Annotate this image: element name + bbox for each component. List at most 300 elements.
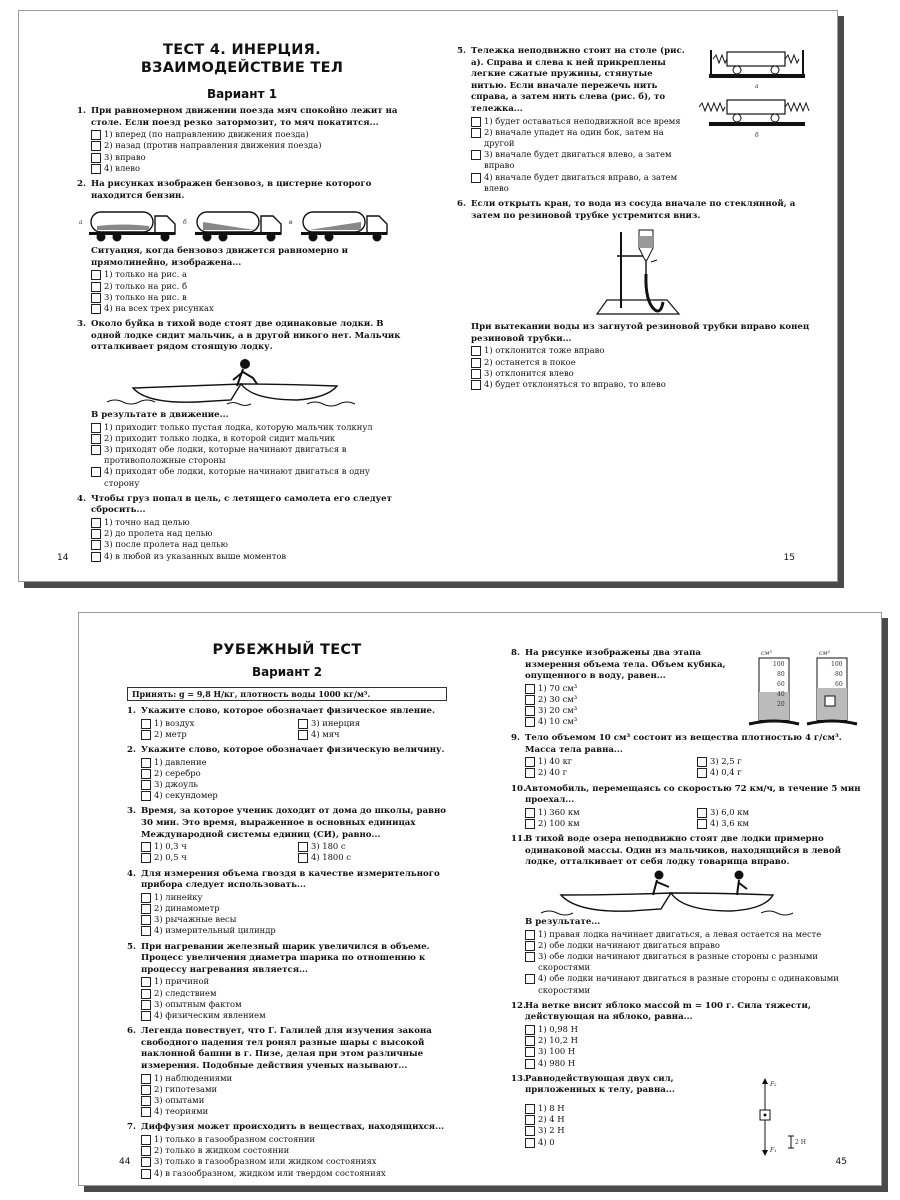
answer-option-text: 4) физическим явлением bbox=[154, 1009, 266, 1020]
answer-option[interactable] bbox=[525, 1125, 745, 1136]
answer-option[interactable] bbox=[525, 683, 741, 694]
answer-checkbox[interactable] bbox=[525, 808, 535, 818]
answer-option[interactable] bbox=[91, 140, 407, 151]
answer-checkbox[interactable] bbox=[525, 1126, 535, 1136]
answer-checkbox[interactable] bbox=[525, 930, 535, 940]
answer-checkbox[interactable] bbox=[91, 434, 101, 444]
answer-option-text: 2) динамометр bbox=[154, 902, 220, 913]
answer-checkbox[interactable] bbox=[141, 780, 151, 790]
answer-checkbox[interactable] bbox=[141, 1135, 151, 1145]
answer-option[interactable] bbox=[141, 1168, 447, 1179]
answer-option-text: 4) секундомер bbox=[154, 790, 218, 801]
answer-option[interactable] bbox=[91, 152, 407, 163]
answer-checkbox[interactable] bbox=[525, 952, 535, 962]
answer-checkbox[interactable] bbox=[91, 529, 101, 539]
answer-option[interactable] bbox=[525, 694, 741, 705]
question-text: Автомобиль, перемещаясь со скоростью 72 км/ч, в течение 5 мин проехал... bbox=[525, 783, 861, 806]
answer-option-text: 4) измерительный цилиндр bbox=[154, 925, 276, 936]
answer-option-text: 2) следствием bbox=[154, 987, 217, 998]
answer-checkbox[interactable] bbox=[141, 1085, 151, 1095]
question-number: 13. bbox=[511, 1073, 526, 1084]
answer-checkbox[interactable] bbox=[141, 791, 151, 801]
question-number: 8. bbox=[511, 648, 520, 658]
answer-option[interactable] bbox=[141, 1156, 447, 1167]
answer-option[interactable] bbox=[525, 951, 861, 973]
answer-checkbox[interactable] bbox=[525, 706, 535, 716]
question-number: 7. bbox=[127, 1122, 136, 1133]
measuring-cylinders-figure bbox=[741, 648, 861, 728]
answer-checkbox[interactable] bbox=[141, 1011, 151, 1021]
page-number: 44 bbox=[119, 1157, 131, 1167]
answer-checkbox[interactable] bbox=[91, 270, 101, 280]
page-number: 15 bbox=[783, 553, 795, 563]
answer-option[interactable] bbox=[141, 841, 290, 852]
answer-checkbox[interactable] bbox=[471, 358, 481, 368]
answer-checkbox[interactable] bbox=[298, 730, 308, 740]
answer-checkbox[interactable] bbox=[141, 1146, 151, 1156]
answer-option-text: 4) на всех трех рисунках bbox=[104, 302, 214, 313]
answer-checkbox[interactable] bbox=[525, 1115, 535, 1125]
answer-option[interactable] bbox=[525, 940, 861, 951]
question-4 bbox=[127, 869, 447, 937]
answer-option-text: 1) правая лодка начинает двигаться, а левая остается на месте bbox=[538, 928, 822, 939]
answer-option-text: 4) в любой из указанных выше моментов bbox=[104, 550, 287, 561]
answer-checkbox[interactable] bbox=[697, 757, 707, 767]
answer-checkbox[interactable] bbox=[91, 153, 101, 163]
question-text: Легенда повествует, что Г. Галилей для изучения закона свободного падения тел ронял разные шары с высокой наклонной башни в г. Пизе, делая при этом различные измерения. Подобные действия ученых называют... bbox=[141, 1026, 432, 1071]
answer-option[interactable] bbox=[471, 172, 691, 194]
page-number: 45 bbox=[835, 1157, 847, 1167]
answer-option[interactable] bbox=[525, 705, 741, 716]
question-number: 3. bbox=[77, 319, 86, 330]
answer-option-text: 2) 10,2 Н bbox=[538, 1035, 578, 1046]
answer-option[interactable] bbox=[141, 1010, 447, 1021]
answer-checkbox[interactable] bbox=[91, 540, 101, 550]
answer-option[interactable] bbox=[141, 1134, 447, 1145]
cylinder-before bbox=[749, 650, 799, 724]
answer-checkbox[interactable] bbox=[525, 1036, 535, 1046]
answer-option[interactable] bbox=[471, 149, 691, 171]
answer-option[interactable] bbox=[141, 790, 447, 801]
answer-option[interactable] bbox=[697, 818, 861, 829]
answer-checkbox[interactable] bbox=[91, 518, 101, 528]
answer-option[interactable] bbox=[141, 903, 447, 914]
question-text: При равномерном движении поезда мяч спокойно лежит на столе. Если поезд резко затормозит, то мяч покатится... bbox=[91, 106, 398, 128]
answer-option-text: 1) 40 кг bbox=[538, 756, 573, 767]
answer-option-text: 2) до пролета над целью bbox=[104, 528, 213, 539]
test-subtitle: ВЗАИМОДЕЙСТВИЕ ТЕЛ bbox=[140, 60, 344, 76]
question-subtext: Ситуация, когда бензовоз движется равномерно и прямолинейно, изображена... bbox=[91, 246, 349, 268]
answer-option-text: 2) приходит только лодка, в которой сидит мальчик bbox=[104, 432, 336, 443]
answer-checkbox[interactable] bbox=[91, 130, 101, 140]
question-text: В тихой воде озера неподвижно стоят две лодки примерно одинаковой массы. Один из мальчиков, находящийся в левой лодке, отталкивает от себя лодку товарища вправо. bbox=[525, 834, 841, 868]
answer-option[interactable] bbox=[141, 852, 290, 863]
boats-figure bbox=[77, 354, 397, 410]
answer-option-text: 4) мяч bbox=[311, 728, 340, 739]
answer-option-text: 4) теориями bbox=[154, 1106, 209, 1117]
question-number: 5. bbox=[457, 46, 466, 56]
answer-option[interactable] bbox=[141, 1145, 447, 1156]
answer-option[interactable] bbox=[91, 517, 407, 528]
question-text: При нагревании железный шарик увеличился в объеме. Процесс увеличения диаметра шарика по отношению к процессу нагревания является... bbox=[141, 941, 430, 975]
answer-checkbox[interactable] bbox=[697, 768, 707, 778]
answer-option-text: 1) только на рис. а bbox=[104, 269, 187, 280]
answer-checkbox[interactable] bbox=[471, 346, 481, 356]
answer-option-text: 2) вначале упадет на один бок, затем на другой bbox=[484, 126, 664, 148]
answer-option-text: 1) давление bbox=[154, 756, 207, 767]
answer-option[interactable] bbox=[141, 976, 447, 987]
question-5 bbox=[457, 46, 817, 194]
force-label-f2: F₂ bbox=[770, 1080, 777, 1088]
answer-option[interactable] bbox=[697, 807, 861, 818]
question-text: Тележка неподвижно стоит на столе (рис. а). Справа и слева к ней прикреплены легкие сжатые пружины, стянутые нитью. Если вначале пережечь нить справа, а затем нить слева (рис. б), то тележка... bbox=[471, 46, 685, 114]
answer-option[interactable] bbox=[91, 422, 407, 433]
question-text: На рисунке изображены два этапа измерения объема тела. Объем кубика, опущенного в воду, равен... bbox=[525, 648, 726, 682]
answer-checkbox[interactable] bbox=[91, 141, 101, 151]
answer-checkbox[interactable] bbox=[141, 977, 151, 987]
answer-checkbox[interactable] bbox=[525, 1138, 535, 1148]
question-text: Если открыть кран, то вода из сосуда вначале по стеклянной, а затем по резиновой трубке устремится вниз. bbox=[471, 198, 796, 221]
answer-option[interactable] bbox=[141, 729, 290, 740]
page-15 bbox=[429, 11, 837, 581]
answer-option[interactable] bbox=[525, 1035, 861, 1046]
question-2 bbox=[127, 745, 447, 801]
answer-checkbox[interactable] bbox=[141, 893, 151, 903]
answer-option[interactable] bbox=[91, 551, 407, 562]
svg-text:80: 80 bbox=[777, 671, 785, 678]
answer-checkbox[interactable] bbox=[525, 1059, 535, 1069]
answer-checkbox[interactable] bbox=[91, 445, 101, 455]
answer-option[interactable] bbox=[141, 718, 290, 729]
question-number: 4. bbox=[77, 493, 86, 504]
answer-option[interactable] bbox=[141, 779, 447, 790]
answer-option[interactable] bbox=[525, 716, 741, 727]
answer-option-text: 3) 2 Н bbox=[538, 1125, 565, 1136]
answer-option-text: 2) назад (против направления движения поезда) bbox=[104, 140, 322, 151]
svg-text:см³: см³ bbox=[761, 650, 772, 657]
answer-option[interactable] bbox=[525, 1046, 861, 1057]
question-subtext: При вытекании воды из загнутой резиновой трубки вправо конец резиновой трубки... bbox=[471, 322, 810, 344]
test-title: ТЕСТ 4. ИНЕРЦИЯ. bbox=[163, 42, 321, 58]
answer-option-text: 4) 3,6 км bbox=[710, 817, 749, 828]
answer-checkbox[interactable] bbox=[141, 1169, 151, 1179]
answer-option-text: 3) опытами bbox=[154, 1094, 205, 1105]
question-number: 3. bbox=[127, 806, 136, 817]
answer-option-text: 4) будет отклоняться то вправо, то влево bbox=[484, 378, 666, 389]
answer-option-text: 3) только на рис. в bbox=[104, 291, 187, 302]
answer-option[interactable] bbox=[141, 1073, 447, 1084]
question-9 bbox=[511, 733, 861, 779]
question-2 bbox=[77, 179, 407, 314]
answer-checkbox[interactable] bbox=[141, 719, 151, 729]
question-6 bbox=[457, 199, 817, 390]
answer-option-text: 3) 20 см³ bbox=[538, 705, 578, 716]
question-text: Время, за которое ученик доходит от дома до школы, равно 30 мин. Это время, выраженное в основных единицах Международной системы единиц (СИ), равно... bbox=[141, 806, 447, 840]
answer-checkbox[interactable] bbox=[141, 1107, 151, 1117]
answer-checkbox[interactable] bbox=[141, 1000, 151, 1010]
answer-option[interactable] bbox=[525, 973, 861, 995]
forces-figure bbox=[745, 1074, 815, 1158]
question-11 bbox=[511, 834, 861, 996]
answer-option-text: 1) точно над целью bbox=[104, 516, 190, 527]
svg-text:60: 60 bbox=[835, 681, 843, 688]
answer-option-text: 3) рычажные весы bbox=[154, 914, 237, 925]
answer-option[interactable] bbox=[91, 466, 407, 488]
answer-option[interactable] bbox=[91, 539, 407, 550]
answer-option[interactable] bbox=[525, 1058, 861, 1069]
answer-option[interactable] bbox=[525, 929, 861, 940]
answer-option[interactable] bbox=[91, 129, 407, 140]
answer-checkbox[interactable] bbox=[525, 1047, 535, 1057]
answer-option-text: 4) вначале будет двигаться вправо, а затем влево bbox=[484, 171, 678, 193]
answer-checkbox[interactable] bbox=[697, 819, 707, 829]
answer-option[interactable] bbox=[141, 1084, 447, 1095]
answer-option[interactable] bbox=[141, 1106, 447, 1117]
answer-option-text: 3) джоуль bbox=[154, 779, 198, 789]
answer-option-text: 1) линейку bbox=[154, 891, 203, 902]
figure-label-b: б bbox=[755, 132, 759, 139]
answer-option[interactable] bbox=[471, 127, 691, 149]
answer-option[interactable] bbox=[141, 892, 447, 903]
answer-option[interactable] bbox=[525, 807, 689, 818]
answer-option-text: 1) вперед (по направлению движения поезда) bbox=[104, 129, 309, 140]
answer-option[interactable] bbox=[525, 1137, 745, 1148]
answer-option-text: 3) 180 с bbox=[311, 841, 346, 852]
answer-checkbox[interactable] bbox=[91, 467, 101, 477]
svg-text:60: 60 bbox=[777, 681, 785, 688]
answer-checkbox[interactable] bbox=[471, 150, 481, 160]
answer-checkbox[interactable] bbox=[298, 719, 308, 729]
answer-option-text: 4) 0,4 г bbox=[710, 767, 742, 778]
answer-option-text: 2) только на рис. б bbox=[104, 280, 187, 291]
answer-option[interactable] bbox=[471, 345, 817, 356]
two-boats-figure bbox=[511, 869, 851, 917]
answer-option-text: 2) 40 г bbox=[538, 767, 567, 778]
answer-checkbox[interactable] bbox=[298, 842, 308, 852]
answer-option-text: 3) приходят обе лодки, которые начинают двигаться в противоположные стороны bbox=[104, 443, 347, 466]
answer-option[interactable] bbox=[298, 841, 447, 852]
answer-checkbox[interactable] bbox=[525, 717, 535, 727]
answer-option-text: 1) только в газообразном состоянии bbox=[154, 1133, 316, 1144]
answer-option-text: 2) гипотезами bbox=[154, 1083, 218, 1094]
answer-option-text: 2) серебро bbox=[154, 767, 201, 778]
answer-checkbox[interactable] bbox=[91, 423, 101, 433]
answer-checkbox[interactable] bbox=[91, 552, 101, 562]
answer-option[interactable] bbox=[91, 269, 407, 280]
answer-checkbox[interactable] bbox=[141, 769, 151, 779]
answer-checkbox[interactable] bbox=[471, 380, 481, 390]
question-number: 12. bbox=[511, 1000, 526, 1011]
given-constants-box: Принять: g = 9,8 Н/кг, плотность воды 1000 кг/м³. bbox=[127, 687, 447, 701]
answer-option[interactable] bbox=[471, 379, 817, 390]
variant-heading: Вариант 2 bbox=[251, 665, 323, 679]
question-text: На ветке висит яблоко массой m = 100 г. Сила тяжести, действующая на яблоко, равна... bbox=[525, 1000, 811, 1023]
answer-checkbox[interactable] bbox=[141, 730, 151, 740]
answer-option[interactable] bbox=[298, 852, 447, 863]
answer-option[interactable] bbox=[91, 163, 407, 174]
answer-option[interactable] bbox=[141, 768, 447, 779]
svg-text:80: 80 bbox=[835, 671, 843, 678]
answer-option[interactable] bbox=[298, 718, 447, 729]
answer-option[interactable] bbox=[141, 757, 447, 768]
answer-checkbox[interactable] bbox=[141, 1074, 151, 1084]
question-4 bbox=[77, 494, 407, 562]
answer-checkbox[interactable] bbox=[141, 926, 151, 936]
answer-checkbox[interactable] bbox=[525, 1104, 535, 1114]
answer-checkbox[interactable] bbox=[141, 842, 151, 852]
answer-option-text: 2) только в жидком состоянии bbox=[154, 1145, 290, 1156]
answer-option-text: 2) 100 км bbox=[538, 817, 580, 828]
cylinder-after bbox=[807, 650, 857, 724]
answer-checkbox[interactable] bbox=[471, 117, 481, 127]
answer-checkbox[interactable] bbox=[141, 853, 151, 863]
answer-option[interactable] bbox=[91, 292, 407, 303]
question-number: 1. bbox=[127, 706, 136, 716]
answer-option[interactable] bbox=[141, 999, 447, 1010]
answer-option-text: 2) 0,5 ч bbox=[154, 852, 187, 863]
answer-checkbox[interactable] bbox=[91, 304, 101, 314]
question-1 bbox=[77, 106, 407, 174]
figure-label-a: а bbox=[755, 83, 759, 90]
answer-checkbox[interactable] bbox=[141, 1096, 151, 1106]
answer-option[interactable] bbox=[525, 1024, 861, 1035]
answer-option[interactable] bbox=[141, 914, 447, 925]
answer-checkbox[interactable] bbox=[141, 758, 151, 768]
answer-option-text: 2) останется в покое bbox=[484, 356, 576, 367]
question-1 bbox=[127, 706, 447, 740]
answer-checkbox[interactable] bbox=[471, 173, 481, 183]
answer-checkbox[interactable] bbox=[525, 1025, 535, 1035]
answer-option-text: 4) обе лодки начинают двигаться в разные стороны с одинаковыми скоростями bbox=[538, 973, 839, 995]
answer-checkbox[interactable] bbox=[525, 695, 535, 705]
svg-text:см³: см³ bbox=[819, 650, 830, 657]
svg-text:20: 20 bbox=[777, 701, 785, 708]
svg-text:100: 100 bbox=[831, 661, 843, 668]
answer-option[interactable] bbox=[697, 767, 861, 778]
water-vessel-figure bbox=[457, 222, 797, 322]
answer-option[interactable] bbox=[91, 444, 407, 466]
answer-checkbox[interactable] bbox=[525, 941, 535, 951]
question-8 bbox=[511, 648, 861, 728]
answer-option[interactable] bbox=[91, 303, 407, 314]
page-45 bbox=[497, 613, 881, 1185]
figure-label-b: б bbox=[183, 219, 187, 227]
answer-option-text: 4) 0 bbox=[538, 1136, 555, 1147]
answer-checkbox[interactable] bbox=[91, 164, 101, 174]
question-number: 4. bbox=[127, 868, 136, 879]
answer-option[interactable] bbox=[471, 357, 817, 368]
answer-checkbox[interactable] bbox=[91, 282, 101, 292]
answer-checkbox[interactable] bbox=[141, 915, 151, 925]
question-number: 2. bbox=[127, 745, 136, 755]
question-3 bbox=[127, 806, 447, 863]
answer-option[interactable] bbox=[141, 925, 447, 936]
answer-option-text: 1) 360 км bbox=[538, 806, 580, 817]
answer-option-text: 4) влево bbox=[104, 162, 141, 173]
answer-option[interactable] bbox=[91, 528, 407, 539]
answer-option-text: 4) 1800 с bbox=[311, 852, 351, 863]
answer-option[interactable] bbox=[141, 1095, 447, 1106]
answer-option-text: 3) опытным фактом bbox=[154, 998, 242, 1009]
answer-option[interactable] bbox=[91, 433, 407, 444]
page-14 bbox=[19, 11, 427, 581]
answer-option-text: 3) после пролета над целью bbox=[104, 539, 228, 550]
question-number: 1. bbox=[77, 106, 86, 116]
answer-checkbox[interactable] bbox=[525, 974, 535, 984]
answer-option-text: 2) обе лодки начинают двигаться вправо bbox=[538, 939, 720, 950]
question-10 bbox=[511, 784, 861, 830]
answer-checkbox[interactable] bbox=[141, 904, 151, 914]
question-text: Около буйка в тихой воде стоят две одинаковые лодки. В одной лодке сидит мальчик, а в другой никого нет. Мальчик отталкивает рядом стоящую лодку. bbox=[91, 319, 401, 353]
page-number: 14 bbox=[57, 553, 69, 563]
answer-option-text: 1) 0,3 ч bbox=[154, 841, 187, 852]
figure-label-a: а bbox=[79, 219, 83, 227]
answer-option-text: 1) 8 Н bbox=[538, 1102, 565, 1113]
answer-checkbox[interactable] bbox=[471, 369, 481, 379]
answer-checkbox[interactable] bbox=[471, 128, 481, 138]
answer-option-text: 3) отклонится влево bbox=[484, 367, 574, 378]
force-label-f1: F₁ bbox=[770, 1146, 777, 1154]
answer-option[interactable] bbox=[471, 368, 817, 379]
book-spread-pages-44-45 bbox=[78, 612, 882, 1186]
answer-option[interactable] bbox=[91, 281, 407, 292]
answer-option[interactable] bbox=[525, 1103, 745, 1114]
variant-heading: Вариант 1 bbox=[206, 87, 278, 101]
answer-option[interactable] bbox=[525, 818, 689, 829]
answer-option-text: 1) 70 см³ bbox=[538, 682, 578, 693]
answer-checkbox[interactable] bbox=[141, 1157, 151, 1167]
answer-option-text: 3) 6,0 км bbox=[710, 806, 749, 817]
svg-text:40: 40 bbox=[777, 691, 785, 698]
answer-option[interactable] bbox=[471, 116, 691, 127]
question-number: 11. bbox=[511, 834, 526, 845]
question-text: На рисунках изображен бензовоз, в цистерне которого находится бензин. bbox=[91, 179, 372, 201]
question-6 bbox=[127, 1026, 447, 1117]
answer-option-text: 1) отклонится тоже вправо bbox=[484, 345, 605, 356]
tanker-truck-a bbox=[79, 212, 175, 242]
answer-option-text: 4) 10 см³ bbox=[538, 716, 578, 727]
answer-option[interactable] bbox=[525, 1114, 745, 1125]
answer-checkbox[interactable] bbox=[91, 293, 101, 303]
tanker-truck-b bbox=[183, 212, 281, 242]
answer-option[interactable] bbox=[298, 729, 447, 740]
book-spread-pages-14-15 bbox=[18, 10, 838, 582]
answer-option-text: 3) обе лодки начинают двигаться в разные стороны с разными скоростями bbox=[538, 950, 818, 973]
question-text: Укажите слово, которое обозначает физическую величину. bbox=[141, 745, 445, 755]
answer-checkbox[interactable] bbox=[525, 768, 535, 778]
answer-checkbox[interactable] bbox=[141, 989, 151, 999]
question-text: Чтобы груз попал в цель, с летящего самолета его следует сбросить... bbox=[91, 493, 392, 516]
answer-checkbox[interactable] bbox=[525, 757, 535, 767]
answer-option[interactable] bbox=[697, 756, 861, 767]
answer-option-text: 1) воздух bbox=[154, 717, 195, 728]
test-title: РУБЕЖНЫЙ ТЕСТ bbox=[212, 642, 362, 658]
answer-option-text: 2) метр bbox=[154, 728, 187, 739]
answer-checkbox[interactable] bbox=[697, 808, 707, 818]
answer-option[interactable] bbox=[141, 988, 447, 999]
answer-checkbox[interactable] bbox=[298, 853, 308, 863]
answer-checkbox[interactable] bbox=[525, 819, 535, 829]
question-number: 6. bbox=[127, 1026, 136, 1037]
answer-option-text: 2) 4 Н bbox=[538, 1114, 565, 1125]
answer-option-text: 3) только в газообразном или жидком состояниях bbox=[154, 1156, 377, 1167]
answer-checkbox[interactable] bbox=[525, 684, 535, 694]
page-44 bbox=[79, 613, 489, 1185]
answer-option[interactable] bbox=[525, 767, 689, 778]
question-3 bbox=[77, 319, 407, 489]
question-7 bbox=[127, 1122, 447, 1178]
answer-option[interactable] bbox=[525, 756, 689, 767]
